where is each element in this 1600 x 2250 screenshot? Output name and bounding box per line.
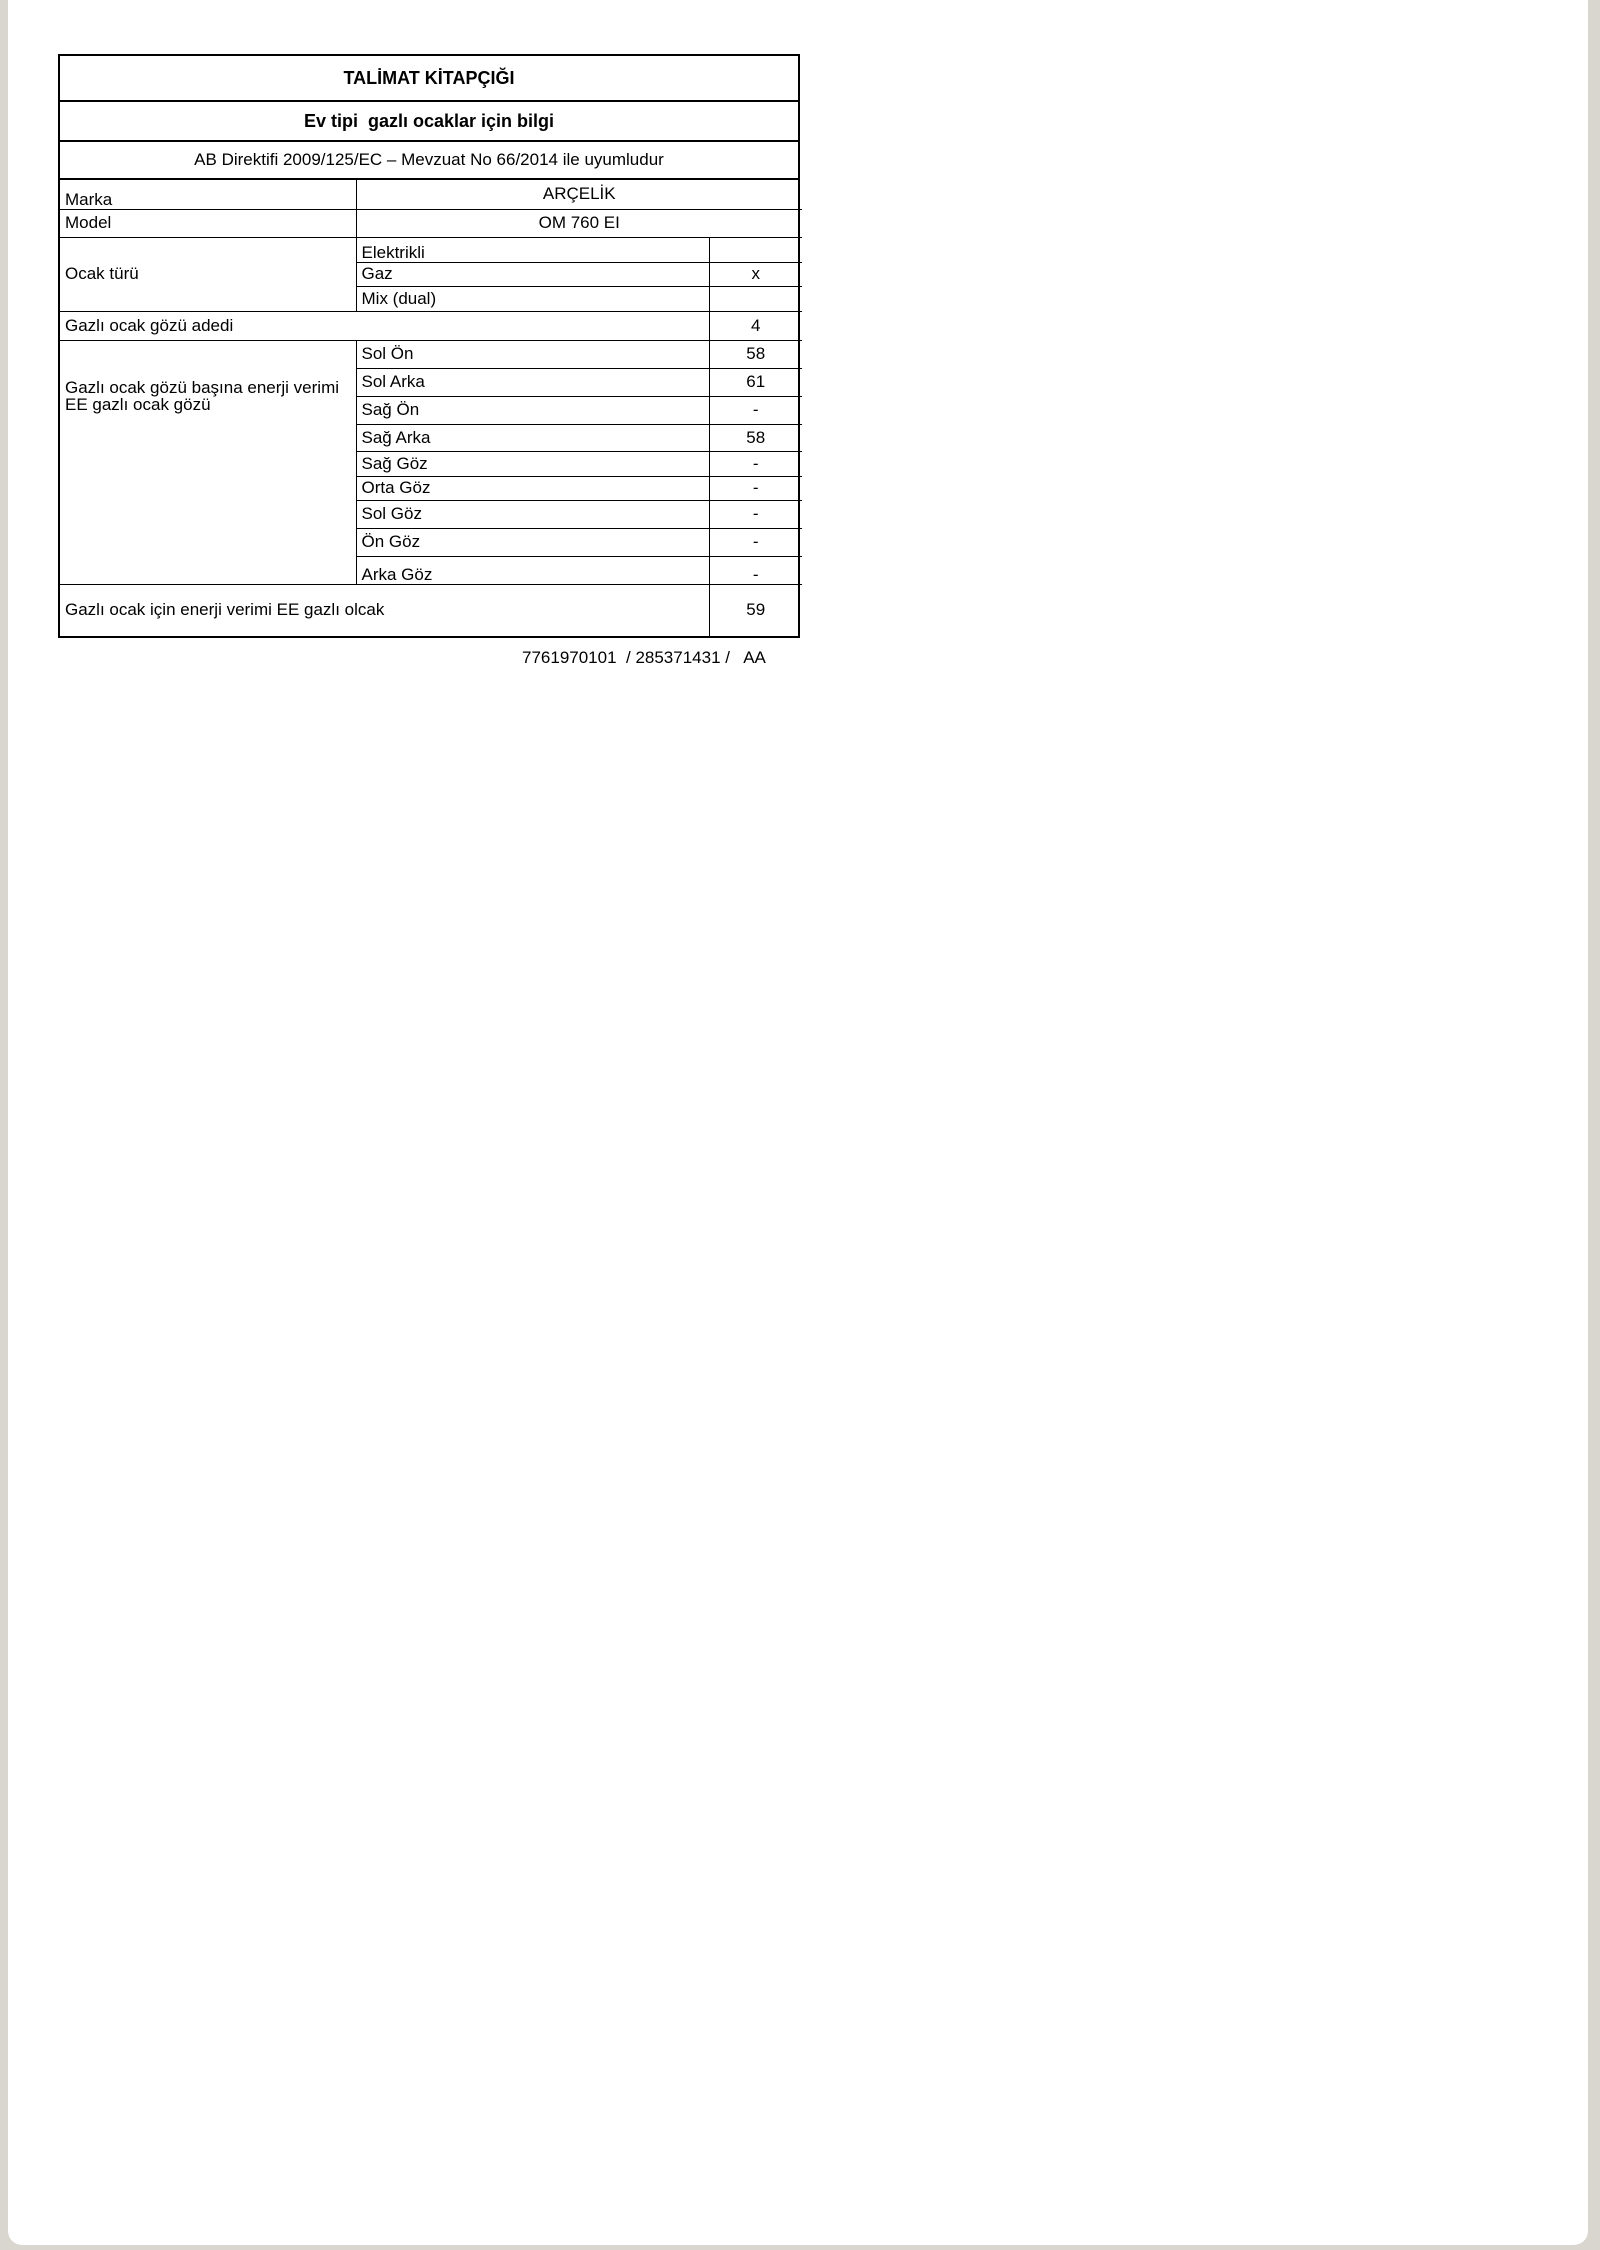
burner-value: 58	[709, 424, 802, 451]
burner-value: -	[709, 528, 802, 556]
burner-name: Sağ Ön	[356, 396, 709, 424]
burner-efficiency-label: Gazlı ocak gözü başına enerji verimi EE gazlı ocak gözü	[60, 340, 356, 584]
directive-note: AB Direktifi 2009/125/EC – Mevzuat No 66/2014 ile uyumludur	[60, 142, 798, 180]
burner-name: Arka Göz	[356, 556, 709, 584]
table-row	[60, 237, 802, 262]
hob-efficiency-label: Gazlı ocak için enerji verimi EE gazlı olcak	[60, 584, 709, 636]
burner-name: Ön Göz	[356, 528, 709, 556]
model-label: Model	[60, 209, 356, 237]
burner-name: Sağ Göz	[356, 451, 709, 476]
burner-value: -	[709, 476, 802, 500]
burner-value: -	[709, 451, 802, 476]
document-page	[8, 0, 1588, 2245]
burner-value: -	[709, 556, 802, 584]
table-row-burner-count	[60, 311, 802, 340]
burner-count-label: Gazlı ocak gözü adedi	[60, 311, 709, 340]
document-code: 7761970101 / 285371431 / AA	[522, 648, 766, 667]
burner-name: Sol Arka	[356, 368, 709, 396]
hob-type-option-name: Elektrikli	[356, 237, 709, 262]
hob-efficiency-value: 59	[709, 584, 802, 636]
brand-value: ARÇELİK	[356, 180, 802, 209]
table-row-model	[60, 209, 802, 237]
document-title: TALİMAT KİTAPÇIĞI	[60, 56, 798, 102]
burner-count-value: 4	[709, 311, 802, 340]
hob-type-option-value: x	[709, 262, 802, 286]
table-row-brand	[60, 180, 802, 209]
burner-value: -	[709, 500, 802, 528]
burner-value: -	[709, 396, 802, 424]
hob-type-option-name: Mix (dual)	[356, 286, 709, 311]
burner-value: 58	[709, 340, 802, 368]
table-row-hob-efficiency	[60, 584, 802, 636]
spec-table	[60, 180, 802, 636]
hob-type-label: Ocak türü	[60, 237, 356, 311]
hob-type-option-value	[709, 237, 802, 262]
hob-type-option-name: Gaz	[356, 262, 709, 286]
burner-name: Sol Ön	[356, 340, 709, 368]
info-sheet	[58, 54, 800, 638]
document-subtitle: Ev tipi gazlı ocaklar için bilgi	[60, 102, 798, 142]
table-row	[60, 340, 802, 368]
burner-name: Sol Göz	[356, 500, 709, 528]
model-value: OM 760 EI	[356, 209, 802, 237]
hob-type-option-value	[709, 286, 802, 311]
brand-label: Marka	[60, 180, 356, 209]
burner-value: 61	[709, 368, 802, 396]
burner-name: Orta Göz	[356, 476, 709, 500]
burner-name: Sağ Arka	[356, 424, 709, 451]
